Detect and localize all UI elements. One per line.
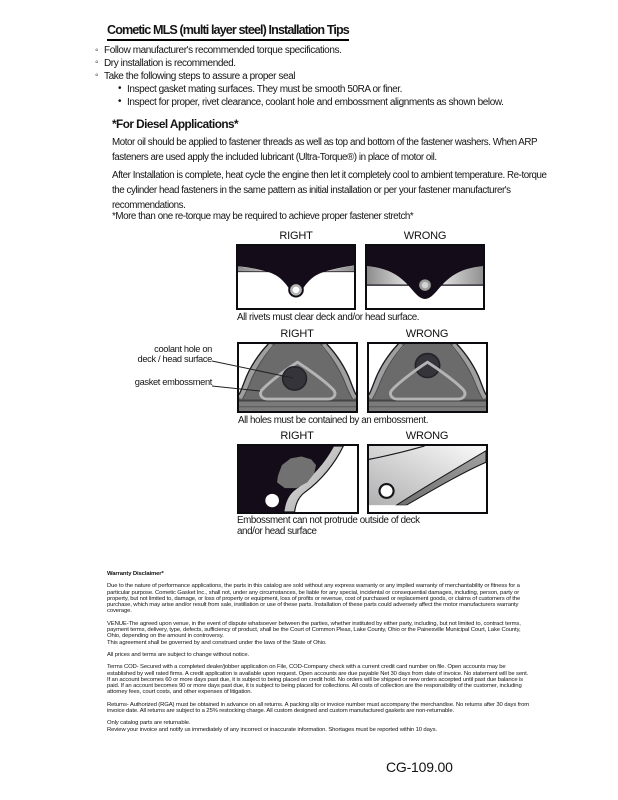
legal-paragraph: Returns- Authorized (RGA) must be obtained in advance on all returns. A packing slip or invoice number must accompany the merchandise. No returns after 30 days from invoice date. All returns are subject to a 25% restocking charge. All custom designed and custom manufactured gaskets are non-returnable. [107,701,530,715]
rivet-wrong-illustration [367,246,483,308]
coolant-hole [415,354,439,378]
right-label-row3: RIGHT [280,430,314,442]
wrong-label-row2: WRONG [405,328,449,340]
wrong-label-row3: WRONG [405,430,449,442]
legal-paragraph: VENUE-The agreed upon venue, in the event of dispute whatsoever between the parties, whether instituted by either party, including, but not limited to, contract terms, payment terms, delivery, type, defects, sufficiency of product, shall be the Court of Common Pleas, Lake County, Ohio or the Painesville Municipal Court, Lake County, Ohio, depending on the amount in controversy. [107,620,521,640]
legal-paragraph: Due to the nature of performance applications, the parts in this catalog are sold without any express warranty or any implied warranty of merchantability or fitness for a particular purpose. Cometic Gasket Inc., shall not, under any circumstances, be liable for any special, incidental or consequential damages, including, person, party or property, but not limited to, damage, or loss of property or equipment, loss of profits or revenue, cost of purchased or replacement goods, or claims of customers of the purchase, which may arise and/or result from sale, instillation or use of these parts. Installation of these parts could adversely affect the motor manufacturers warranty coverage. [107,583,521,615]
rivet-right-illustration [238,246,354,308]
tip-bullet: ◦ Take the following steps to assure a proper seal [95,71,503,84]
row2-caption: All holes must be contained by an embossment. [238,415,429,426]
installation-tips-list [95,45,503,110]
protrusion-wrong-illustration [369,446,486,512]
diesel-paragraph-1: Motor oil should be applied to fastener threads as well as top and bottom of the fastener washers. When ARP fasteners are used apply the included lubricant (Ultra-Torque®) in place of motor oil. [112,137,537,164]
right-label-row1: RIGHT [279,230,313,242]
legal-paragraph: Only catalog parts are returnable. [107,720,191,727]
embossment-right-illustration [239,344,356,411]
row1-caption: All rivets must clear deck and/or head surface. [237,312,420,323]
retorque-note: *More than one re-torque may be required to achieve proper fastener stretch* [112,211,414,222]
embossment-wrong-illustration [369,344,486,411]
gasket-embossment-callout: gasket embossment [134,377,212,387]
legal-section [107,571,531,739]
coolant-hole [283,367,307,390]
coolant-hole-callout: coolant hole on deck / head surface [137,344,212,365]
bolt-hole [265,494,279,507]
protrusion-right-illustration [239,446,357,512]
page-title: Cometic MLS (multi layer steel) Installation Tips [107,23,349,41]
diagram-embossment-right [237,342,358,413]
tip-bullet: ◦ Follow manufacturer's recommended torque specifications. [95,45,503,58]
wrong-label-row1: WRONG [403,230,447,242]
diesel-paragraph-2: After Installation is complete, heat cycle the engine then let it completely cool to ambient temperature. Re-torque the cylinder head fasteners in the same pattern as initial installation or per your fastener manufacturer's recommendations. [112,170,547,212]
row3-caption: Embossment can not protrude outside of deck and/or head surface [237,515,420,537]
diagram-rivet-wrong [365,244,485,310]
tip-sub-bullet: • Inspect for proper, rivet clearance, coolant hole and embossment alignments as shown below. [118,97,503,110]
tip-sub-bullet: • Inspect gasket mating surfaces. They must be smooth 50RA or finer. [118,84,503,97]
right-label-row2: RIGHT [280,328,314,340]
legal-paragraph: This agreement shall be governed by and construed under the laws of the State of Ohio. [107,639,327,646]
diagram-rivet-right [236,244,356,310]
page-code: CG-109.00 [386,759,453,775]
tip-bullet: ◦ Dry installation is recommended. [95,58,503,71]
legal-paragraph: Terms COD- Secured with a completed dealer/jobber application on File, COD-Company check with a current credit card number on file. Open accounts may be established by well rated firms. A credit application is available upon request. Open accounts are due payable Net 30 days from date of invoice. No statement will be sent. If an account becomes 60 or more days past due, it is subject to being placed on credit hold. No orders will be shipped or new orders accepted until past due balance is paid. If an account becomes 90 or more days past due, it is subject to being placed for collections. All costs of collection are the responsibility of the customer, including attorney fees, court costs, and other expenses of litigation. [107,664,529,696]
warranty-disclaimer-heading: Warranty Disclaimer* [107,571,164,577]
diesel-section-heading: *For Diesel Applications* [112,117,239,131]
bolt-hole [380,484,394,498]
diagram-protrusion-right [237,444,359,514]
legal-paragraph: All prices and terms are subject to change without notice. [107,651,250,658]
legal-paragraph: Review your invoice and notify us immediately of any incorrect or inaccurate information. Shortages must be reported within 10 days. [107,726,437,733]
diagram-embossment-wrong [367,342,488,413]
diagram-protrusion-wrong [367,444,488,514]
